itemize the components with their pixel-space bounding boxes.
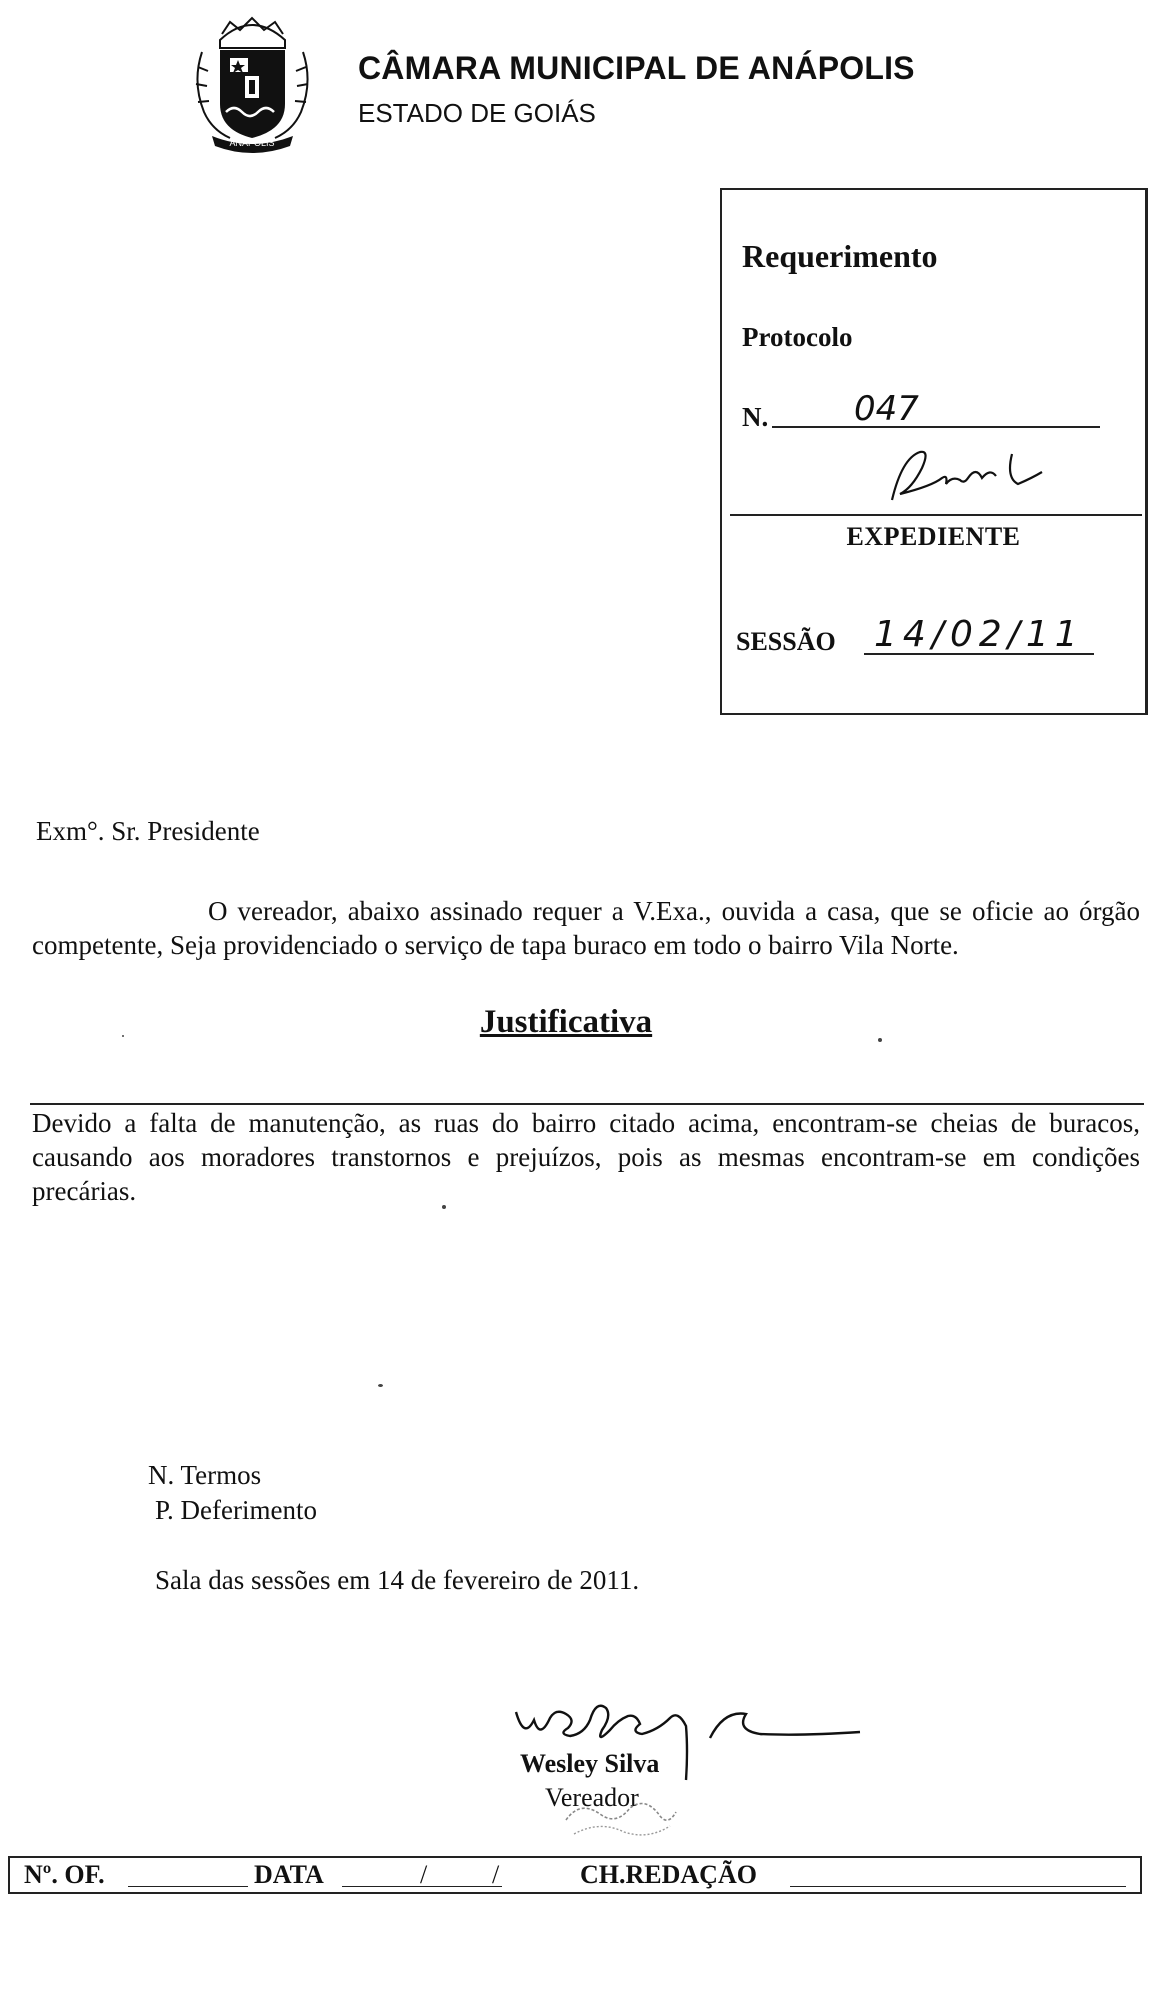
closing-termos: N. Termos — [148, 1460, 262, 1490]
place-and-date: Sala das sessões em 14 de fevereiro de 2011. — [155, 1565, 640, 1595]
justification-paragraph: Devido a falta de manutenção, as ruas do bairro citado acima, encontram-se cheias de buracos, causando aos moradores transtornos e prejuízos, pois as mesmas encontram-se em condições precárias. — [32, 1108, 1140, 1206]
office-number-label: Nº. OF. — [24, 1860, 105, 1889]
faded-stamp-icon — [560, 1790, 680, 1840]
justification-rule — [30, 1103, 1144, 1105]
session-label: SESSÃO — [736, 627, 836, 656]
protocol-title: Requerimento — [742, 238, 938, 274]
scan-speck — [122, 1035, 124, 1037]
date-separator-2: / — [492, 1860, 500, 1889]
redaction-label: CH.REDAÇÃO — [580, 1860, 757, 1889]
protocol-number-handwritten — [850, 386, 950, 428]
protocol-label: Protocolo — [742, 322, 853, 352]
organization-state: ESTADO DE GOIÁS — [358, 98, 596, 128]
session-date-handwritten — [864, 608, 1094, 658]
scan-speck — [442, 1205, 446, 1209]
expediente-label: EXPEDIENTE — [846, 522, 1021, 551]
receiver-signature-icon — [872, 448, 1052, 506]
date-label: DATA — [254, 1860, 324, 1889]
svg-text:ANÁPOLIS: ANÁPOLIS — [229, 138, 275, 148]
svg-text:047: 047 — [854, 389, 919, 428]
signer-role: Vereador — [545, 1783, 639, 1812]
date-separator-1: / — [420, 1860, 428, 1889]
greeting: Exm°. Sr. Presidente — [36, 816, 260, 846]
office-record-bar — [8, 1856, 1142, 1894]
protocol-divider — [730, 514, 1142, 516]
coat-of-arms-icon — [190, 12, 315, 160]
office-number-line — [128, 1886, 248, 1887]
closing-deferimento: P. Deferimento — [155, 1495, 317, 1525]
scan-speck — [378, 1384, 383, 1387]
organization-name: CÂMARA MUNICIPAL DE ANÁPOLIS — [358, 50, 915, 86]
justification-heading: Justificativa — [479, 1004, 653, 1040]
protocol-box — [720, 188, 1148, 715]
signer-name: Wesley Silva — [520, 1749, 660, 1778]
svg-text:14/02/11: 14/02/11 — [874, 614, 1084, 655]
protocol-number-label: N. — [742, 402, 769, 432]
request-paragraph: O vereador, abaixo assinado requer a V.Exa., ouvida a casa, que se oficie ao órgão competente, Seja providenciado o serviço de tapa buraco em todo o bairro Vila Norte. — [32, 896, 1140, 960]
redaction-line — [790, 1886, 1126, 1887]
scan-speck — [878, 1038, 882, 1042]
